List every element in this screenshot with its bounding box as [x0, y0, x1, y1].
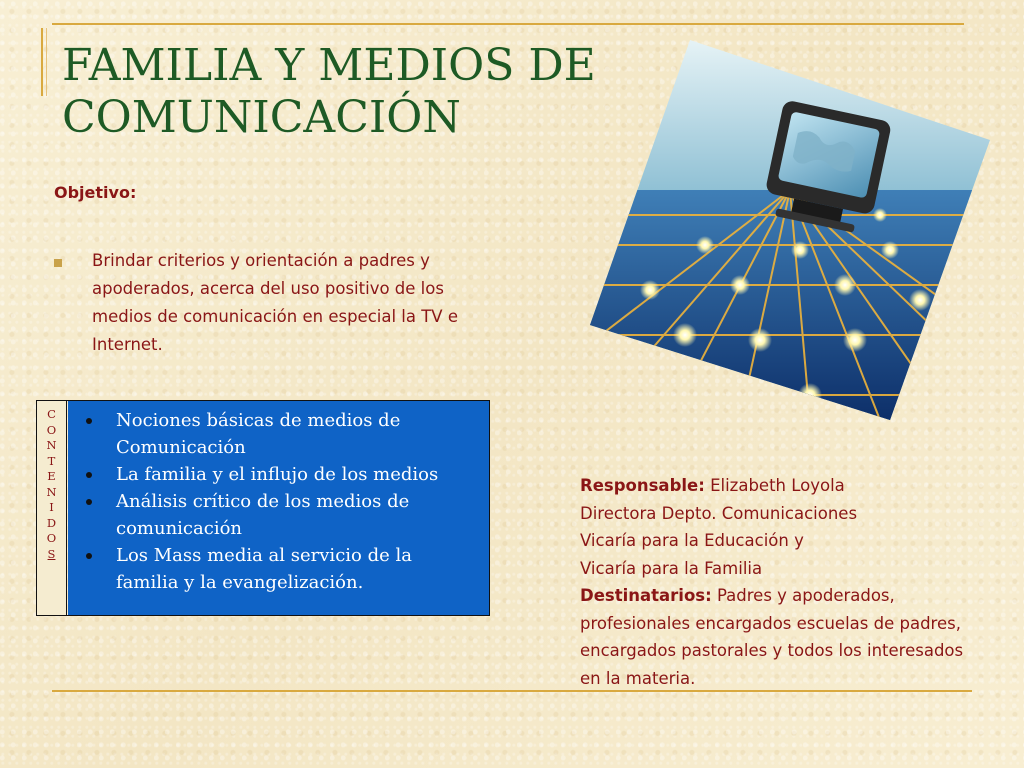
recipients-line [580, 582, 980, 692]
list-item: La familia y el influjo de los medios [78, 461, 479, 488]
recipients-text: Padres y apoderados, profesionales encargados escuelas de padres, encargados pastorales y todos los interesados en la materia. [580, 586, 964, 688]
objective-text: Brindar criterios y orientación a padres y apoderados, acerca del uso positivo de los medios de comunicación en especial la TV e Internet. [92, 251, 458, 354]
responsible-org-1: Vicaría para la Educación y [580, 531, 804, 550]
bullet-dot-icon [86, 553, 92, 559]
bullet-dot-icon [86, 418, 92, 424]
contents-vertical-letter: E [47, 469, 56, 483]
contents-vertical-letter: O [46, 531, 57, 545]
contents-vertical-letter: T [47, 453, 56, 468]
responsible-title: Directora Depto. Comunicaciones [580, 503, 858, 523]
recipients-label: Destinatarios: [580, 586, 712, 605]
contents-list-panel [68, 401, 489, 615]
responsible-block [580, 472, 980, 692]
list-item: Los Mass media al servicio de la familia y la evangelización. [78, 542, 479, 596]
list-item: Nociones básicas de medios de Comunicación [78, 407, 479, 461]
contents-vertical-letter: N [46, 484, 57, 499]
left-rule-inner [46, 28, 47, 96]
top-rule [52, 23, 964, 25]
bullet-dot-icon [86, 499, 92, 505]
contents-vertical-letter: C [47, 407, 56, 421]
contents-vertical-letter: N [46, 438, 57, 452]
square-bullet-icon [54, 259, 62, 267]
responsible-org-2: Vicaría para la Familia [580, 558, 763, 578]
contents-vertical-letter: D [46, 515, 57, 530]
objective-label: Objetivo: [54, 183, 137, 202]
contents-vertical-letter: I [49, 500, 54, 514]
slide-title: FAMILIA Y MEDIOS DE COMUNICACIÓN [62, 40, 596, 143]
contents-vertical-letter: O [46, 422, 57, 437]
tv-network-icon [590, 40, 990, 420]
tv-network-illustration [590, 40, 990, 420]
contents-vertical-label [37, 401, 67, 615]
contents-vertical-letter: S [47, 546, 56, 561]
bullet-dot-icon [86, 472, 92, 478]
responsible-name: Elizabeth Loyola [704, 476, 845, 495]
responsible-line [580, 472, 980, 500]
responsible-label: Responsable: [580, 476, 705, 495]
list-item: Análisis crítico de los medios de comunicación [78, 488, 479, 542]
contents-table [36, 400, 490, 616]
left-rule [41, 28, 43, 96]
bottom-rule [52, 690, 972, 692]
